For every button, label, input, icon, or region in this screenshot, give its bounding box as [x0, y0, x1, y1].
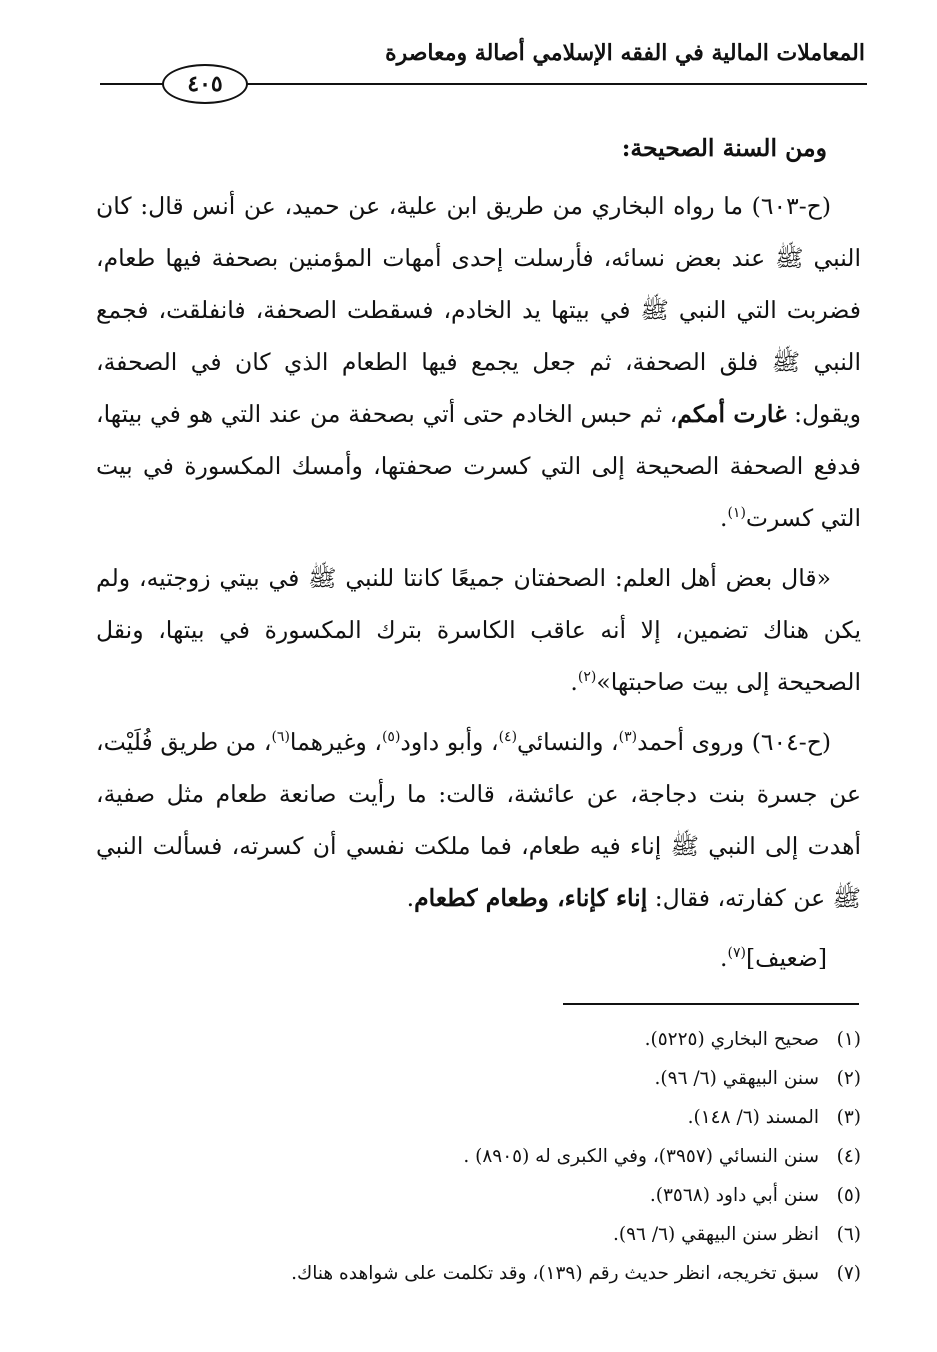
footnote-text: سنن البيهقي (٦/ ٩٦).	[654, 1068, 819, 1089]
hadith-604-part-1: (ح-٦٠٤) وروى أحمد	[637, 728, 832, 756]
hadith-604-bold-quote: إناء كإناء، وطعام كطعام	[414, 884, 648, 912]
verdict-line	[96, 932, 827, 984]
hadith-604-end: .	[406, 884, 415, 912]
footnote-ref-7[interactable]: (٧)	[727, 945, 746, 962]
footnote-ref-2[interactable]: (٢)	[577, 669, 597, 686]
footnote-ref-5[interactable]: (٥)	[381, 729, 401, 746]
footnote-ref-1[interactable]: (١)	[727, 505, 746, 522]
verdict-end: .	[720, 944, 728, 972]
footnote-number: (٤)	[836, 1146, 861, 1167]
hadith-603-end: .	[719, 504, 728, 532]
section-heading: ومن السنة الصحيحة:	[621, 134, 827, 162]
scholars-quote-paragraph	[96, 552, 861, 708]
verdict-text: [ضعيف]	[745, 944, 827, 972]
footnote-item	[96, 1020, 861, 1059]
footnote-number: (٧)	[836, 1263, 861, 1284]
hadith-603-text-b: ، ثم حبس الخادم حتى أتي بصحفة من عند التي هو في بيتها، فدفع الصحفة الصحيحة إلى التي كسرت صحفتها، وأمسك المكسورة في بيت التي كسرت	[96, 400, 861, 532]
running-header-title: المعاملات المالية في الفقه الإسلامي أصالة ومعاصرة	[385, 40, 865, 66]
footnote-item	[96, 1059, 861, 1098]
footnote-number: (١)	[836, 1029, 861, 1050]
footnote-text: المسند (٦/ ١٤٨).	[687, 1107, 819, 1128]
hadith-603-paragraph	[96, 180, 861, 544]
footnote-number: (٢)	[836, 1068, 861, 1089]
scholars-quote-end: .	[570, 668, 578, 696]
footnote-ref-4[interactable]: (٤)	[498, 729, 518, 746]
footnote-text: سنن أبي داود (٣٥٦٨).	[649, 1185, 819, 1206]
footnote-item	[96, 1215, 861, 1254]
hadith-604-part-2: ، والنسائي	[517, 728, 619, 756]
footnotes-list	[96, 1020, 861, 1293]
footnote-text: سنن النسائي (٣٩٥٧)، وفي الكبرى له (٨٩٠٥) .	[463, 1146, 819, 1167]
footnote-number: (٥)	[836, 1185, 861, 1206]
footnote-text: سبق تخريجه، انظر حديث رقم (١٣٩)، وقد تكلمت على شواهده هناك.	[291, 1263, 819, 1284]
footnote-text: صحيح البخاري (٥٢٢٥).	[644, 1029, 819, 1050]
hadith-604-part-5: ، من طريق فُلَيْت، عن جسرة بنت دجاجة، عن عائشة، قالت: ما رأيت صانعة طعام مثل صفية، أهدت إلى النبي ﷺ إناء فيه طعام، فما ملكت نفسي أن كسرته، فسألت النبي ﷺ عن كفارته، فقال:	[96, 728, 861, 912]
footnote-ref-3[interactable]: (٣)	[618, 729, 638, 746]
footnote-item	[96, 1137, 861, 1176]
hadith-604-part-4: ، وغيرهما	[289, 728, 382, 756]
footnote-item	[96, 1176, 861, 1215]
hadith-604-part-3: ، وأبو داود	[400, 728, 499, 756]
hadith-603-bold-quote: غارت أمكم	[677, 400, 787, 428]
page-number: ٤٠٥	[162, 64, 248, 104]
footnote-ref-6[interactable]: (٦)	[271, 729, 290, 746]
main-text	[96, 122, 861, 984]
hadith-604-paragraph	[96, 716, 861, 924]
hadith-603-text-a: (ح-٦٠٣) ما رواه البخاري من طريق ابن علية، عن حميد، عن أنس قال: كان النبي ﷺ عند بعض نسائه، فأرسلت إحدى أمهات المؤمنين بصحفة فيها طعام، فضربت التي النبي ﷺ في بيتها يد الخادم، فسقطت الصحفة، فانفلقت، فجمع النبي ﷺ فلق الصحفة، ثم جعل يجمع فيها الطعام الذي كان في الصحفة، ويقول:	[96, 192, 861, 428]
footnote-number: (٣)	[836, 1107, 861, 1128]
footnote-text: انظر سنن البيهقي (٦/ ٩٦).	[613, 1224, 819, 1245]
scholars-quote-text: «قال بعض أهل العلم: الصحفتان جميعًا كانتا للنبي ﷺ في بيتي زوجتيه، ولم يكن هناك تضمين، إلا أنه عاقب الكاسرة بترك المكسورة في بيتها، ونقل الصحيحة إلى بيت صاحبتها»	[96, 564, 861, 696]
footnote-item	[96, 1254, 861, 1293]
footnote-number: (٦)	[836, 1224, 861, 1245]
footnote-separator	[563, 1003, 859, 1005]
footnote-item	[96, 1098, 861, 1137]
